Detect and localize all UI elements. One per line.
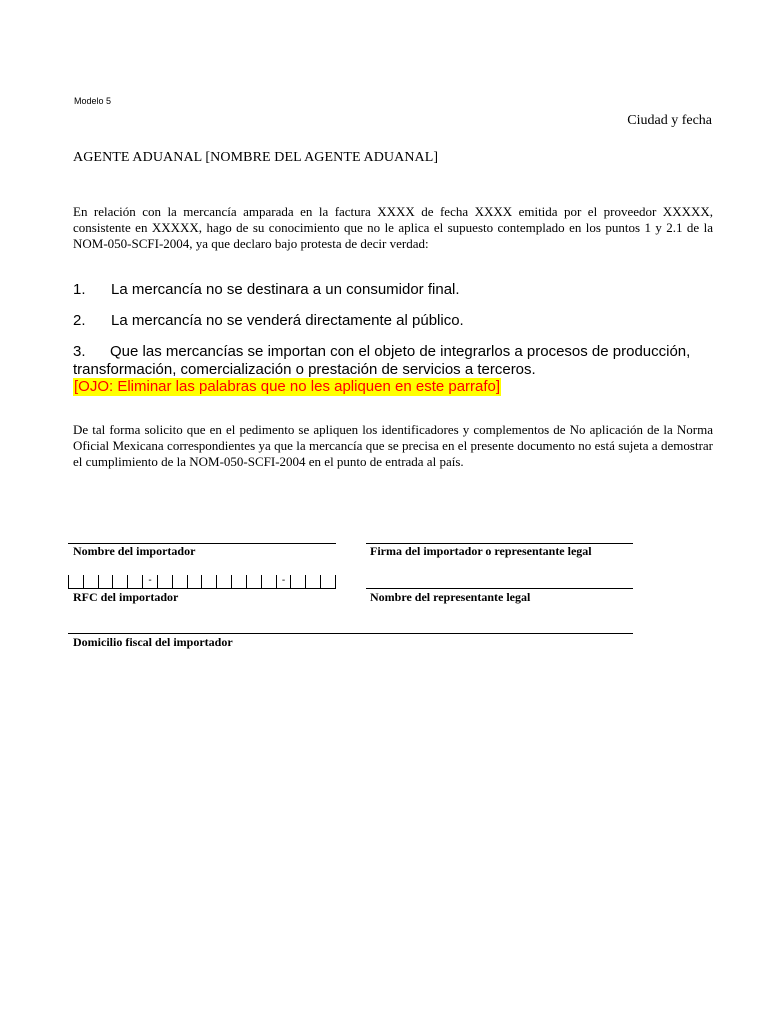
rfc-separator: - [142,575,157,589]
legal-rep-name-label: Nombre del representante legal [370,590,531,604]
list-item-number: 2. [73,312,86,329]
rfc-box [305,575,320,589]
rfc-box [68,575,83,589]
rfc-label: RFC del importador [73,590,179,604]
rfc-box [261,575,276,589]
importer-name-label: Nombre del importador [73,544,196,558]
rfc-box [231,575,246,589]
rfc-box [187,575,202,589]
rfc-box [112,575,127,589]
list-item-text: La mercancía no se venderá directamente al público. [111,312,464,329]
list-item-text: La mercancía no se destinara a un consumidor final. [111,281,460,298]
rfc-separator: - [276,575,291,589]
fiscal-address-line [68,633,633,634]
importer-signature-label: Firma del importador o representante legal [370,544,592,558]
list-item-text: Que las mercancías se importan con el objeto de integrarlos a procesos de producción, transformación, comercialización o prestación de servicios a terceros. [73,343,691,378]
request-paragraph: De tal forma solicito que en el pedimento se apliquen los identificadores y complementos de No aplicación de la Norma Oficial Mexicana correspondientes ya que la mercancía que se precisa en el presente documento no está sujeta a demostrar el cumplimiento de la NOM-050-SCFI-2004 en el punto de entrada al país. [73,422,713,469]
rfc-box [216,575,231,589]
legal-rep-name-line [366,588,633,589]
rfc-character-boxes [68,575,336,589]
list-item [73,312,713,330]
rfc-box [98,575,113,589]
rfc-box [201,575,216,589]
rfc-box [290,575,305,589]
model-label: Modelo 5 [74,96,112,106]
list-item-number: 1. [73,281,86,298]
city-date: Ciudad y fecha [627,113,712,128]
fiscal-address-label: Domicilio fiscal del importador [73,635,233,649]
rfc-box [83,575,98,589]
rfc-box [127,575,142,589]
rfc-box [172,575,187,589]
rfc-box [320,575,336,589]
list-item [73,281,713,299]
list-item [73,343,713,379]
agent-heading: AGENTE ADUANAL [NOMBRE DEL AGENTE ADUANAL] [73,150,439,165]
list-item-number: 3. [73,343,86,360]
rfc-box [157,575,172,589]
ojo-note: [OJO: Eliminar las palabras que no les apliquen en este parrafo] [74,378,501,395]
rfc-box [246,575,261,589]
intro-paragraph: En relación con la mercancía amparada en la factura XXXX de fecha XXXX emitida por el proveedor XXXXX, consistente en XXXXX, hago de su conocimiento que no le aplica el supuesto contemplado en los puntos 1 y 2.1 de la NOM-050-SCFI-2004, ya que declaro bajo protesta de decir verdad: [73,204,713,251]
